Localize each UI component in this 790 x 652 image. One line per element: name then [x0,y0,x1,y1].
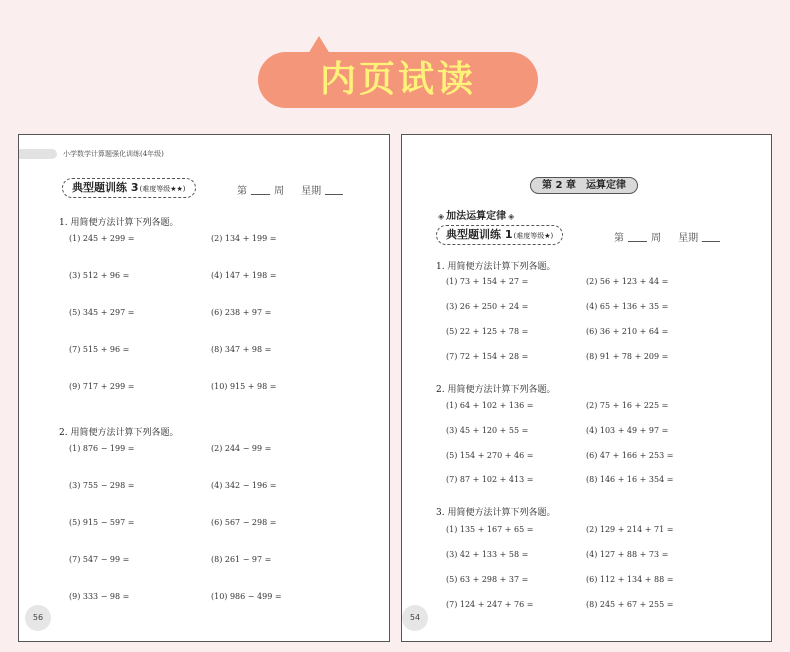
problem: (7) 515 + 96 = [69,345,130,354]
problem: (8) 347 + 98 = [211,345,272,354]
problem: (7) 72 + 154 + 28 = [446,352,529,361]
problem: (6) 238 + 97 = [211,308,272,317]
week-number-blank [628,232,647,242]
problem: (4) 103 + 49 + 97 = [586,426,669,435]
week-field [237,182,347,197]
week-zhou: 周 [274,186,284,197]
problem: (7) 87 + 102 + 413 = [446,475,534,484]
problem: (1) 135 + 167 + 65 = [446,525,534,534]
problem: (6) 112 + 134 + 88 = [586,575,674,584]
weekday-label: 星期 [678,233,699,244]
weekday-blank [325,185,343,195]
problem: (4) 65 + 136 + 35 = [586,302,669,311]
training-label [62,178,196,198]
difficulty-level: (难度等级★) [513,232,554,240]
difficulty-level: (难度等级★★) [139,185,186,193]
diamond-icon: ◈ [508,212,515,221]
problem: (7) 124 + 247 + 76 = [446,600,534,609]
problem: (1) 73 + 154 + 27 = [446,277,529,286]
page-number: 54 [402,605,428,631]
problem: (2) 244 − 99 = [211,444,272,453]
problem: (9) 333 − 98 = [69,592,130,601]
problem: (4) 342 − 196 = [211,481,277,490]
problem: (2) 56 + 123 + 44 = [586,277,669,286]
problem: (8) 261 − 97 = [211,555,272,564]
section-title: 2. 用简便方法计算下列各题。 [436,385,556,395]
problem: (3) 755 − 298 = [69,481,135,490]
problem: (1) 876 − 199 = [69,444,135,453]
problem: (3) 512 + 96 = [69,271,130,280]
chapter-heading: 第 2 章 运算定律 [530,177,638,194]
problem: (1) 245 + 299 = [69,234,135,243]
section-title: 2. 用简便方法计算下列各题。 [59,428,179,438]
week-di: 第 [614,233,624,244]
banner-title: 内页试读 [319,59,476,100]
problem: (10) 986 − 499 = [211,592,282,601]
problem: (3) 26 + 250 + 24 = [446,302,529,311]
problem: (5) 63 + 298 + 37 = [446,575,529,584]
problem: (6) 567 − 298 = [211,518,277,527]
left-page [18,134,390,642]
training-label [436,225,563,245]
right-page [401,134,772,642]
week-number-blank [251,185,270,195]
problem: (3) 42 + 133 + 58 = [446,550,529,559]
problem: (5) 154 + 270 + 46 = [446,451,534,460]
diamond-icon: ◈ [438,212,445,221]
problem: (8) 245 + 67 + 255 = [586,600,674,609]
subsection-title: 加法运算定律 [446,211,507,222]
problem: (8) 91 + 78 + 209 = [586,352,669,361]
problem: (4) 147 + 198 = [211,271,277,280]
problem: (4) 127 + 88 + 73 = [586,550,669,559]
header-bar [19,149,57,159]
book-title: 小学数学计算题强化训练(4年级) [63,150,164,158]
subsection-heading [436,207,516,222]
preview-banner [258,36,538,108]
page-number: 56 [25,605,51,631]
problem: (2) 75 + 16 + 225 = [586,401,669,410]
problem: (6) 36 + 210 + 64 = [586,327,669,336]
problem: (1) 64 + 102 + 136 = [446,401,534,410]
week-zhou: 周 [651,233,661,244]
weekday-blank [702,232,720,242]
problem: (8) 146 + 16 + 354 = [586,475,674,484]
problem: (7) 547 − 99 = [69,555,130,564]
problem: (5) 345 + 297 = [69,308,135,317]
problem: (6) 47 + 166 + 253 = [586,451,674,460]
problem: (3) 45 + 120 + 55 = [446,426,529,435]
section-title: 3. 用简便方法计算下列各题。 [436,508,556,518]
weekday-label: 星期 [301,186,322,197]
problem: (2) 134 + 199 = [211,234,277,243]
problem: (2) 129 + 214 + 71 = [586,525,674,534]
training-title: 典型题训练 3 [72,181,139,194]
training-title: 典型题训练 1 [446,228,513,241]
problem: (9) 717 + 299 = [69,382,135,391]
problem: (5) 915 − 597 = [69,518,135,527]
section-title: 1. 用简便方法计算下列各题。 [436,262,556,272]
problem: (10) 915 + 98 = [211,382,277,391]
week-field [614,229,724,244]
problem: (5) 22 + 125 + 78 = [446,327,529,336]
section-title: 1. 用简便方法计算下列各题。 [59,218,179,228]
week-di: 第 [237,186,247,197]
